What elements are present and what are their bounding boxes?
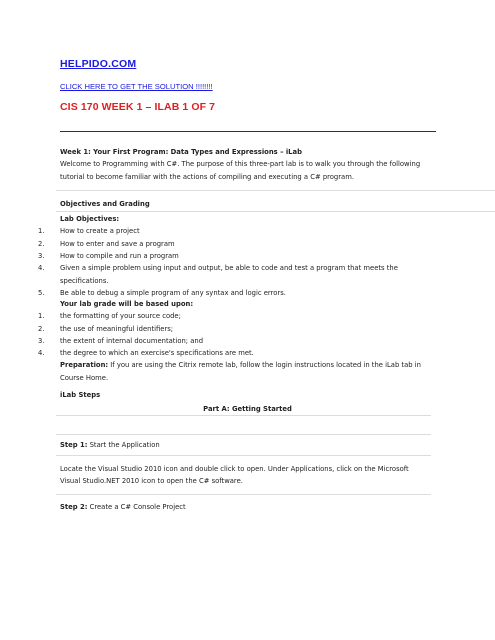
preparation-line-2: Course Home. <box>60 374 109 382</box>
section-divider <box>56 190 495 191</box>
step-2-title: Create a C# Console Project <box>87 503 186 511</box>
list-number: 4. <box>38 349 45 357</box>
section-divider <box>56 211 495 212</box>
site-link[interactable]: HELPIDO.COM <box>60 58 137 70</box>
grading-heading: Your lab grade will be based upon: <box>60 300 194 308</box>
intro-line-1: Welcome to Programming with C#. The purpose of this three-part lab is to walk you through the following <box>60 160 421 168</box>
list-number: 3. <box>38 337 45 345</box>
list-number: 1. <box>38 312 45 320</box>
section-divider <box>56 455 431 456</box>
list-item: Be able to debug a simple program of any syntax and logic errors. <box>60 289 286 297</box>
list-item: How to create a project <box>60 227 140 235</box>
section-divider <box>56 415 431 416</box>
list-item: the degree to which an exercise's specifications are met. <box>60 349 254 357</box>
list-number: 1. <box>38 227 45 235</box>
list-number: 5. <box>38 289 45 297</box>
preparation-line <box>60 361 421 370</box>
ilab-steps-heading: iLab Steps <box>60 391 101 399</box>
list-item: How to enter and save a program <box>60 240 175 248</box>
solution-link[interactable]: CLICK HERE TO GET THE SOLUTION !!!!!!!! <box>60 82 213 91</box>
section-divider <box>56 494 431 495</box>
list-item-continued: specifications. <box>60 277 109 285</box>
step-1-body-line-1: Locate the Visual Studio 2010 icon and double click to open. Under Applications, click on the Microsoft <box>60 465 409 473</box>
list-number: 2. <box>38 240 45 248</box>
list-number: 3. <box>38 252 45 260</box>
document-title: CIS 170 WEEK 1 – ILAB 1 OF 7 <box>60 101 216 113</box>
list-item: the use of meaningful identifiers; <box>60 325 174 333</box>
step-2-label: Step 2: <box>60 503 88 511</box>
lab-objectives-heading: Lab Objectives: <box>60 215 120 223</box>
intro-heading: Week 1: Your First Program: Data Types and Expressions – iLab <box>60 148 302 156</box>
step-2-line <box>60 503 186 512</box>
list-item: the extent of internal documentation; and <box>60 337 204 345</box>
step-1-label: Step 1: <box>60 441 88 449</box>
list-number: 4. <box>38 264 45 272</box>
objectives-heading: Objectives and Grading <box>60 200 150 208</box>
step-1-line <box>60 441 160 450</box>
list-item: Given a simple problem using input and output, be able to code and test a program that meets the <box>60 264 398 272</box>
section-divider <box>56 434 431 435</box>
part-a-heading: Part A: Getting Started <box>203 405 292 413</box>
step-1-body-line-2: Visual Studio.NET 2010 icon to open the C# software. <box>60 477 243 485</box>
list-number: 2. <box>38 325 45 333</box>
preparation-text: If you are using the Citrix remote lab, follow the login instructions located in the iLab tab in <box>108 361 421 369</box>
title-divider <box>60 131 436 132</box>
list-item: the formatting of your source code; <box>60 312 181 320</box>
intro-line-2: tutorial to become familiar with the actions of compiling and executing a C# program. <box>60 173 354 181</box>
step-1-title: Start the Application <box>87 441 160 449</box>
preparation-label: Preparation: <box>60 361 109 369</box>
list-item: How to compile and run a program <box>60 252 179 260</box>
